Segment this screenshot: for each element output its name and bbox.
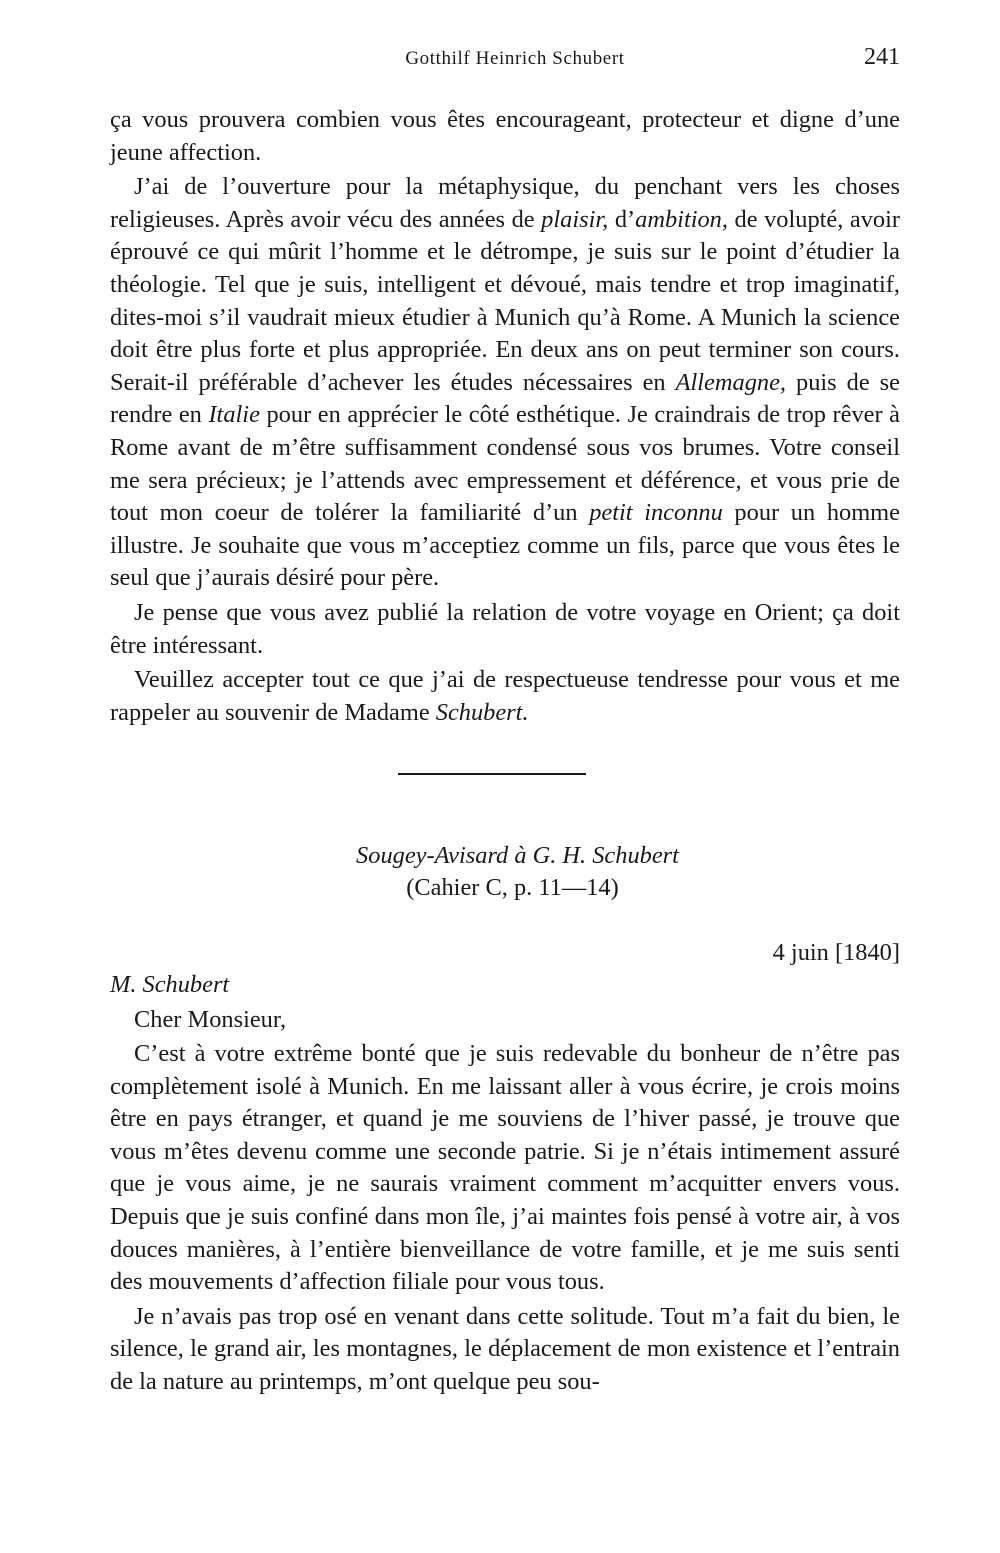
italic-allemagne: Allemagne, xyxy=(675,368,787,396)
paragraph-voyage: Je pense que vous avez publié la relation de votre voyage en Orient; ça doit être intéressant. xyxy=(110,598,900,659)
letter-source: (Cahier C, p. 11—14) xyxy=(406,874,619,901)
text-run: pour en apprécier le côté esthétique. Je craindrais de trop rêver à Rome avant de m’être suffisamment condensé sous vos brumes. Votre conseil me sera précieux; je l’attends avec empressement et déférence, et vous prie de tout mon coeur de tolérer la familiarité d’un xyxy=(110,401,900,527)
letter-date: 4 juin [1840] xyxy=(772,939,900,966)
page-header xyxy=(110,44,900,80)
paragraph-solitude: Je n’avais pas trop osé en venant dans cette solitude. Tout m’a fait du bien, le silence, le grand air, les montagnes, le déplacement de mon existence et l’entrain de la nature au printemps, m’ont quelque peu sou- xyxy=(110,1302,900,1395)
text-run: pour un homme illustre. Je souhaite que vous m’acceptiez comme un fils, parce que vous êtes le seul que j’aurais désiré pour père. xyxy=(110,499,900,592)
italic-petit-inconnu: petit inconnu xyxy=(589,499,723,527)
paragraph-munich: C’est à votre extrême bonté que je suis redevable du bonheur de n’être pas complètement isolé à Munich. En me laissant aller à vous écrire, je crois moins être en pays étranger, et quand je me souviens de l’hiver passé, je trouve que vous m’êtes devenu comme une seconde patrie. Si je n’étais intimement assuré que je vous aime, je ne saurais vraiment comment m’acquitter envers vous. Depuis que je suis confiné dans mon île, j’ai maintes fois pensé à votre air, à vos douces manières, à l’entière bienveillance de votre famille, et je me suis senti des mouvements d’affection filiale pour vous tous. xyxy=(110,1040,900,1296)
section-divider xyxy=(398,773,586,775)
italic-ambition: ambition, xyxy=(635,205,728,233)
page-number: 241 xyxy=(864,44,900,70)
text-run: d’ xyxy=(608,205,636,233)
italic-schubert: Schubert. xyxy=(435,698,529,726)
letter-title: Sougey-Avisard à G. H. Schubert xyxy=(356,842,679,869)
text-run: Veuillez accepter tout ce que j’ai de respectueuse tendresse pour vous et me rappeler au souvenir de Madame xyxy=(110,666,900,726)
paragraph-closing xyxy=(110,664,900,729)
text-run: puis de se rendre en xyxy=(110,368,900,429)
italic-italie: Italie xyxy=(208,401,260,429)
text-run: de volupté, avoir éprouvé ce qui mûrit l’homme et le détrompe, je suis sur le point d’étudier la théologie. Tel que je suis, intelligent et dévoué, mais tendre et trop imaginatif, dites-moi s’il vaudrait mieux étudier à Munich qu’à Rome. A Munich la science doit être plus forte et plus appropriée. En deux ans on peut terminer son cours. Serait-il préférable d’achever les études nécessaires en xyxy=(110,205,901,396)
italic-plaisir: plaisir, xyxy=(541,205,609,233)
letter-addressee: M. Schubert xyxy=(110,971,230,998)
letter-heading xyxy=(110,840,900,904)
letter-salutation: Cher Monsieur, xyxy=(134,1006,287,1033)
paragraph-metaphysics xyxy=(110,171,900,595)
paragraph-continued: ça vous prouvera combien vous êtes encourageant, protecteur et digne d’une jeune affection. xyxy=(110,106,900,166)
running-head: Gotthilf Heinrich Schubert xyxy=(405,48,625,69)
body-text-top xyxy=(110,104,900,729)
body-text-letter xyxy=(110,1038,900,1399)
text-run: J’ai de l’ouverture pour la métaphysique, du penchant vers les choses religieuses. Après avoir vécu des années de xyxy=(110,173,900,233)
